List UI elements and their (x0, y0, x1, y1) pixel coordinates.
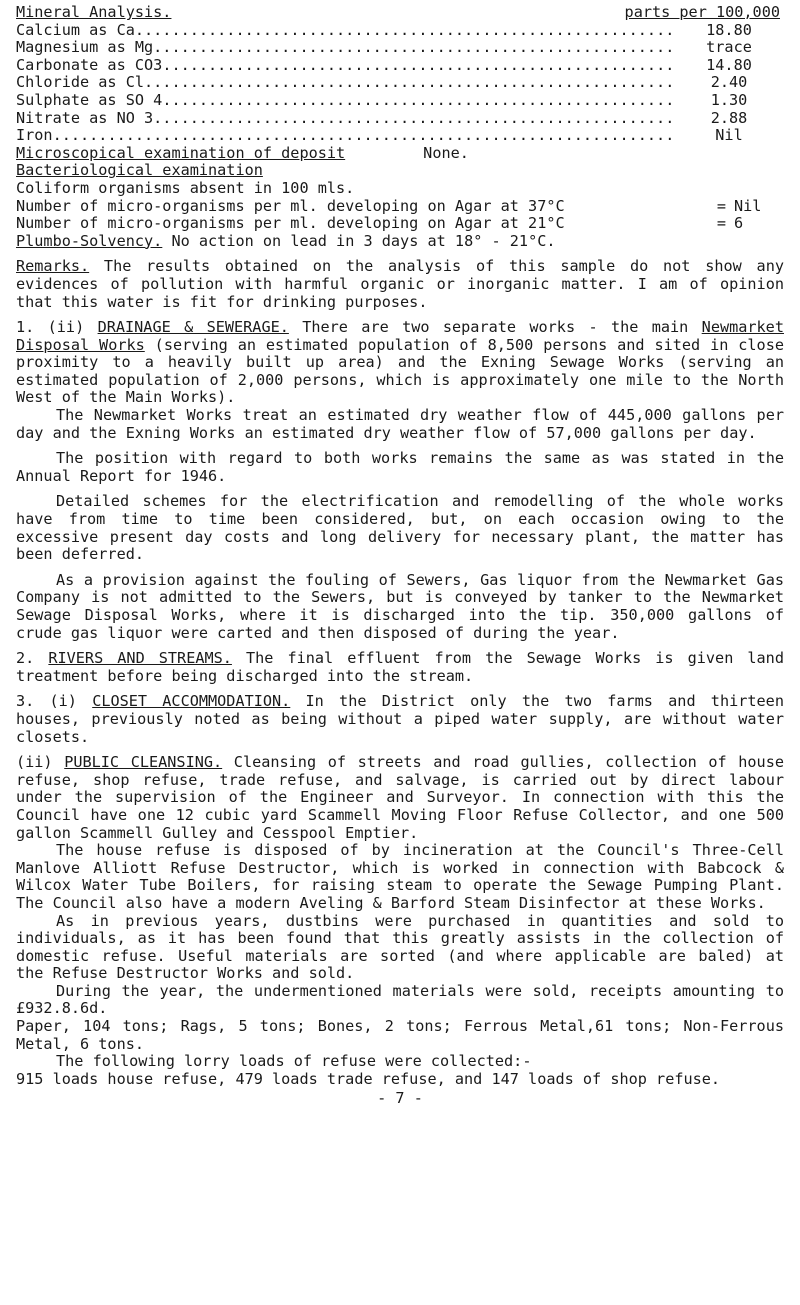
mineral-table (16, 22, 784, 145)
count-21-line: Number of micro-organisms per ml. developing on Agar at 21°C = 6 (16, 215, 784, 233)
drainage-paragraph-3: The position with regard to both works remains the same as was stated in the Annual Report for 1946. (16, 449, 784, 485)
newmarket-label: Newmarket Disposal Works (16, 318, 784, 354)
bacteriological-title: Bacteriological examination (16, 161, 263, 180)
count-21-result: 6 (734, 214, 744, 233)
mineral-row: Nitrate as NO 3 ..... 2.88 (16, 110, 784, 128)
mineral-value: trace (706, 38, 752, 57)
cleansing-paragraph-1: (ii) PUBLIC CLEANSING. Cleansing of streets and road gullies, collection of house refuse, shop refuse, trade refuse, and salvage, is carried out by direct labour under the supervision of the Engineer and Surveyor. In connection with this the Council have one 12 cubic yard Scammell Moving Floor Refuse Collector, and one 500 gallon Scammell Gulley and Cesspool Emptier. (16, 753, 784, 842)
closet-heading: CLOSET ACCOMMODATION. (92, 692, 291, 711)
materials-sold: Paper, 104 tons; Rags, 5 tons; Bones, 2 tons; Ferrous Metal,61 tons; Non-Ferrous Metal, 6 tons. (16, 1017, 784, 1053)
count-37-line: Number of micro-organisms per ml. developing on Agar at 37°C = Nil (16, 198, 784, 216)
closet-paragraph: 3. (i) CLOSET ACCOMMODATION. In the District only the two farms and thirteen houses, previously noted as being without a piped water supply, are without water closets. (16, 692, 784, 746)
mineral-value: 14.80 (706, 55, 752, 74)
microscopical-value: None. (423, 143, 469, 162)
drainage-number: 1. (ii) (16, 318, 85, 337)
remarks-paragraph (16, 258, 784, 311)
microscopical-line (16, 145, 784, 163)
cleansing-heading: PUBLIC CLEANSING. (64, 753, 223, 772)
remarks-label: Remarks. (16, 257, 90, 276)
page-number: - 7 - (377, 1089, 423, 1108)
drainage-paragraph-5: As a provision against the fouling of Sewers, Gas liquor from the Newmarket Gas Company is not admitted to the Sewers, but is conveyed by tanker to the Newmarket Sewage Disposal Works, where it is discharged into the tip. 350,000 gallons of crude gas liquor were carted and then disposed of during the year. (16, 570, 784, 642)
plumbo-text: No action on lead in 3 days at 18° - 21°C. (171, 231, 556, 250)
drainage-heading: DRAINAGE & SEWERAGE. (97, 318, 289, 337)
mineral-value: 2.40 (710, 73, 748, 92)
plumbo-line (16, 233, 784, 251)
coliform-line: Coliform organisms absent in 100 mls. (16, 178, 355, 197)
mineral-title: Mineral Analysis. (16, 3, 172, 21)
mineral-row: Calcium as Ca ..... 18.80 (16, 22, 784, 40)
rivers-heading: RIVERS AND STREAMS. (48, 649, 232, 668)
mineral-header (16, 4, 784, 22)
mineral-value: 18.80 (706, 20, 752, 39)
mineral-value: 2.88 (710, 108, 748, 127)
cleansing-paragraph-2: The house refuse is disposed of by incineration at the Council's Three-Cell Manlove Alliott Refuse Destructor, which is worked in connection with Babcock & Wilcox Water Tube Boilers, for raising steam to operate the Sewage Pumping Plant. The Council also have a modern Aveling & Barford Steam Disinfector at these Works. (16, 841, 784, 912)
drainage-paragraph-1: 1. (ii) DRAINAGE & SEWERAGE. There are two separate works - the main Newmarket Disposal Works (serving an estimated population of 8,500 persons and sited in close proximity to a heavily built up area) and the Exning Sewage Works (serving an estimated population of 2,000 persons, which is approximately one mile to the North West of the Main Works). (16, 318, 784, 407)
lorry-loads: 915 loads house refuse, 479 loads trade refuse, and 147 loads of shop refuse. (16, 1069, 721, 1088)
lorry-loads-intro: The following lorry loads of refuse were collected:- (56, 1052, 532, 1071)
mineral-row: Carbonate as CO3 ..... 14.80 (16, 57, 784, 75)
drainage-paragraph-2: The Newmarket Works treat an estimated dry weather flow of 445,000 gallons per day and the Exning Works an estimated dry weather flow of 57,000 gallons per day. (16, 406, 784, 442)
count-37-result: Nil (734, 196, 762, 215)
microscopical-label: Microscopical examination of deposit (16, 143, 346, 162)
cleansing-paragraph-3: As in previous years, dustbins were purchased in quantities and sold to individuals, as it has been found that this greatly assists in the collection of domestic refuse. Useful materials are sorted (and where applicable are baled) at the Refuse Destructor Works and sold. (16, 911, 784, 983)
mineral-row: Magnesium as Mg ..... trace (16, 39, 784, 57)
mineral-row: Chloride as Cl ..... 2.40 (16, 74, 784, 92)
units-header: parts per 100,000 (624, 3, 780, 21)
cleansing-paragraph-4: During the year, the undermentioned materials were sold, receipts amounting to £932.8.6d. (16, 981, 784, 1018)
mineral-value: 1.30 (710, 90, 748, 109)
remarks-text: The results obtained on the analysis of this sample do not show any evidences of pollution with harmful organic or inorganic matter. I am of opinion that this water is fit for drinking purposes. (16, 257, 784, 311)
mineral-value: Nil (715, 126, 743, 145)
plumbo-label: Plumbo-Solvency. (16, 231, 163, 250)
rivers-paragraph: 2. RIVERS AND STREAMS. The final effluent from the Sewage Works is given land treatment before being discharged into the stream. (16, 649, 784, 685)
mineral-row: Sulphate as SO 4 ..... 1.30 (16, 92, 784, 110)
mineral-row: Iron ..... Nil (16, 127, 784, 145)
drainage-paragraph-4: Detailed schemes for the electrification and remodelling of the whole works have from time to time been considered, but, on each occasion owing to the excessive present day costs and long delivery for necessary plant, the matter has been deferred. (16, 492, 784, 564)
